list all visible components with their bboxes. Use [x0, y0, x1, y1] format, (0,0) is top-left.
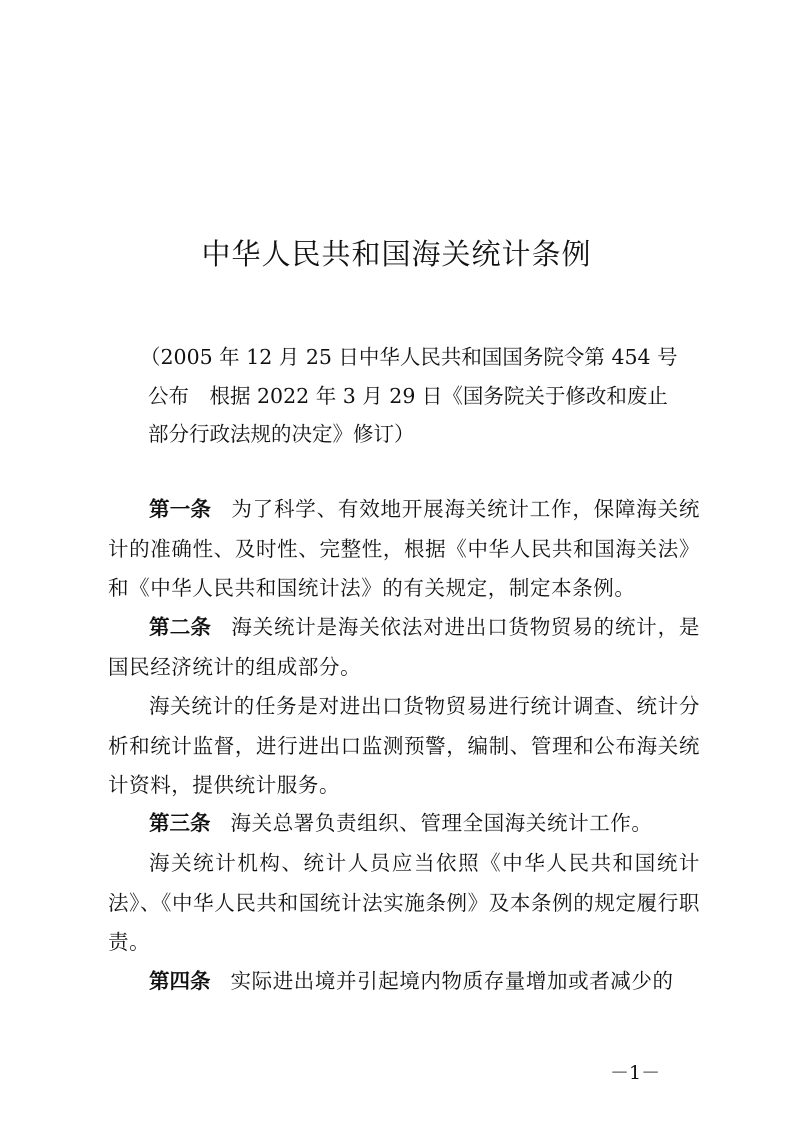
article-1-paragraph	[108, 490, 700, 609]
article-3-text: 海关总署负责组织、管理全国海关统计工作。	[230, 811, 653, 835]
document-title: 中华人民共和国海关统计条例	[201, 237, 592, 271]
article-2-continuation-text: 海关统计的任务是对进出口货物贸易进行统计调查、统计分析和统计监督，进行进出口监测预警，编制、管理和公布海关统计资料，提供统计服务。	[108, 694, 700, 798]
page-number: －1－	[610, 1062, 661, 1084]
article-2-paragraph	[108, 608, 700, 687]
article-4-paragraph	[108, 962, 700, 1002]
article-4-text: 实际进出境并引起境内物质存量增加或者减少的	[230, 969, 674, 993]
article-2-continuation-paragraph	[108, 687, 700, 806]
article-1-heading: 第一条	[149, 497, 212, 521]
promulgation-note-line-3: 部分行政法规的决定》修订）	[148, 422, 415, 446]
article-3-heading: 第三条	[149, 811, 211, 835]
article-4-heading: 第四条	[149, 969, 211, 993]
promulgation-note-line-2: 公布 根据 2022 年 3 月 29 日《国务院关于修改和废止	[148, 384, 668, 408]
article-3-continuation-text: 海关统计机构、统计人员应当依照《中华人民共和国统计法》、《中华人民共和国统计法实施条例》及本条例的规定履行职责。	[108, 851, 700, 955]
article-3-continuation-paragraph	[108, 844, 700, 963]
promulgation-note-line-1: （2005 年 12 月 25 日中华人民共和国国务院令第 454 号	[140, 345, 678, 369]
article-1-text: 为了科学、有效地开展海关统计工作，保障海关统计的准确性、及时性、完整性，根据《中华人民共和国海关法》和《中华人民共和国统计法》的有关规定，制定本条例。	[108, 497, 701, 601]
article-2-heading: 第二条	[149, 615, 212, 639]
article-2-text: 海关统计是海关依法对进出口货物贸易的统计，是国民经济统计的组成部分。	[108, 615, 701, 679]
article-3-paragraph	[108, 804, 700, 844]
